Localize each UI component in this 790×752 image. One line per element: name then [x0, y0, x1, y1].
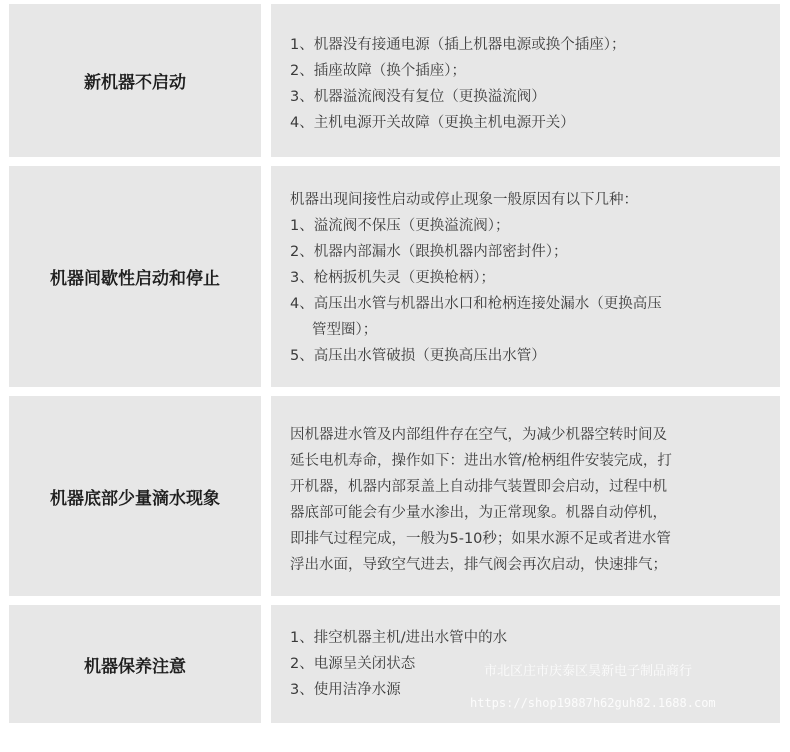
row-content — [271, 166, 780, 387]
content-line: 延长电机寿命，操作如下：进出水管/枪柄组件安装完成，打 — [290, 453, 672, 469]
row-title: 新机器不启动 — [9, 4, 261, 157]
content-line: 开机器，机器内部泵盖上自动排气装置即会启动，过程中机 — [290, 479, 667, 495]
content-line: 2、插座故障（换个插座）； — [290, 63, 466, 79]
content-line: 1、排空机器主机/进出水管中的水 — [290, 630, 508, 646]
content-line: 浮出水面，导致空气进去，排气阀会再次启动，快速排气； — [290, 557, 667, 573]
row-content — [271, 396, 780, 596]
content-line: 因机器进水管及内部组件存在空气，为减少机器空转时间及 — [290, 427, 667, 443]
content-line: 1、溢流阀不保压（更换溢流阀）； — [290, 218, 510, 234]
watermark-shop-name: 市北区庄市庆泰区昊新电子制品商行 — [484, 664, 693, 679]
content-line: 3、枪柄扳机失灵（更换枪柄）； — [290, 270, 495, 286]
watermark-shop-url: https://shop19887h62guh82.1688.com — [470, 696, 716, 710]
content-line: 2、机器内部漏水（跟换机器内部密封件）； — [290, 244, 568, 260]
content-line: 机器出现间接性启动或停止现象一般原因有以下几种： — [290, 192, 638, 208]
content-line: 3、机器溢流阀没有复位（更换溢流阀） — [290, 89, 546, 105]
row-content — [271, 4, 780, 157]
table-row — [9, 4, 780, 157]
content-line: 2、电源呈关闭状态 — [290, 656, 416, 672]
row-title: 机器保养注意 — [9, 605, 261, 723]
content-line: 4、主机电源开关故障（更换主机电源开关） — [290, 115, 575, 131]
content-line: 器底部可能会有少量水渗出，为正常现象。机器自动停机， — [290, 505, 667, 521]
content-line: 4、高压出水管与机器出水口和枪柄连接处漏水（更换高压 — [290, 296, 662, 312]
content-line: 管型圈）； — [312, 322, 378, 338]
content-line: 1、机器没有接通电源（插上机器电源或换个插座）； — [290, 37, 626, 53]
table-row — [9, 166, 780, 387]
row-title: 机器间歇性启动和停止 — [9, 166, 261, 387]
row-title: 机器底部少量滴水现象 — [9, 396, 261, 596]
content-line: 5、高压出水管破损（更换高压出水管） — [290, 348, 546, 364]
content-line: 即排气过程完成，一般为5-10秒；如果水源不足或者进水管 — [290, 531, 671, 547]
content-line: 3、使用洁净水源 — [290, 682, 401, 698]
table-row — [9, 396, 780, 596]
